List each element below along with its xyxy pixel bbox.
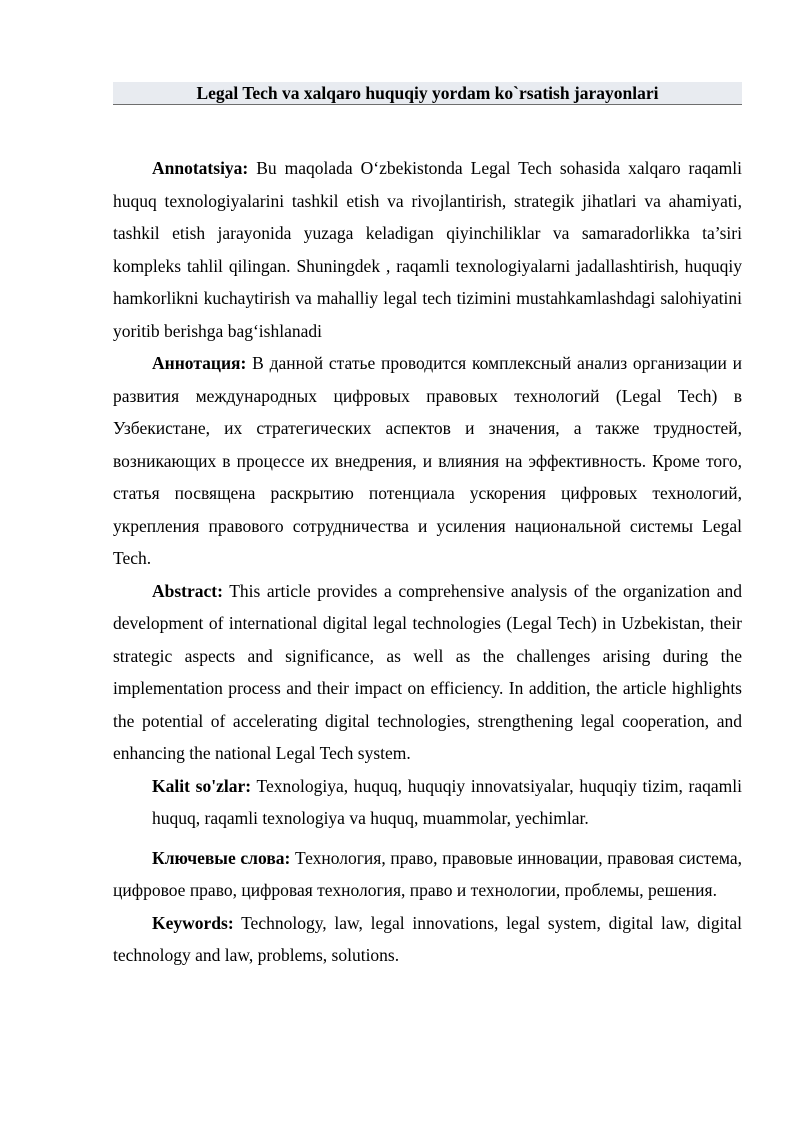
annotation-ru [113, 347, 742, 575]
keywords-uz-text: Texnologiya, huquq, huquqiy innovatsiyalar, huquqiy tizim, raqamli huquq, raqamli texnologiya va huquq, muammolar, yechimlar. [152, 775, 743, 828]
annotation-uz-label: Annotatsiya: [152, 158, 249, 178]
abstract-en-label: Abstract: [152, 580, 223, 601]
paper-title: Legal Tech va xalqaro huquqiy yordam ko`rsatish jarayonlari [113, 82, 742, 105]
title-spacer [113, 105, 742, 152]
keywords-ru-label: Ключевые слова: [152, 847, 291, 868]
annotation-ru-label: Аннотация: [152, 353, 247, 373]
annotation-uz [113, 152, 742, 347]
keywords-gap [113, 835, 742, 842]
paper-page [113, 82, 742, 972]
abstract-en-text: This article provides a comprehensive analysis of the organization and development of international digital legal technologies (Legal Tech) in Uzbekistan, their strategic aspects and significance, as well as the challenges arising during the implementation process and their impact on efficiency. In addition, the article highlights the potential of accelerating digital technologies, strengthening legal cooperation, and enhancing the national Legal Tech system. [113, 580, 742, 763]
keywords-en [113, 907, 742, 972]
keywords-en-text: Technology, law, legal innovations, legal system, digital law, digital technology and law, problems, solutions. [113, 912, 743, 965]
keywords-uz [152, 770, 742, 835]
keywords-en-label: Keywords: [152, 912, 234, 933]
annotation-ru-text: В данной статье проводится комплексный анализ организации и развития международных цифровых правовых технологий (Legal Tech) в Узбекистане, их стратегических аспектов и значения, а также трудностей, возникающих в процессе их внедрения, и влияния на эффективность. Кроме того, статья посвящена раскрытию потенциала ускорения цифровых технологий, укрепления правового сотрудничества и усиления национальной системы Legal Tech. [113, 353, 742, 568]
annotation-uz-text: Bu maqolada O‘zbekistonda Legal Tech sohasida xalqaro raqamli huquq texnologiyalarini tashkil etish va rivojlantirish, strategik jihatlari va ahamiyati, tashkil etish jarayonida yuzaga keladigan qiyinchiliklar va samaradorlikka ta’siri kompleks tahlil qilingan. Shuningdek , raqamli texnologiyalarni jadallashtirish, huquqiy hamkorlikni kuchaytirish va mahalliy legal tech tizimini mustahkamlashdagi salohiyatini yoritib berishga bag‘ishlanadi [113, 158, 743, 341]
keywords-uz-label: Kalit so'zlar: [152, 775, 252, 796]
abstract-en [113, 575, 742, 770]
keywords-ru [113, 842, 742, 907]
keywords-ru-text: Технология, право, правовые инновации, правовая система, цифровое право, цифровая технология, право и технологии, проблемы, решения. [113, 847, 742, 900]
